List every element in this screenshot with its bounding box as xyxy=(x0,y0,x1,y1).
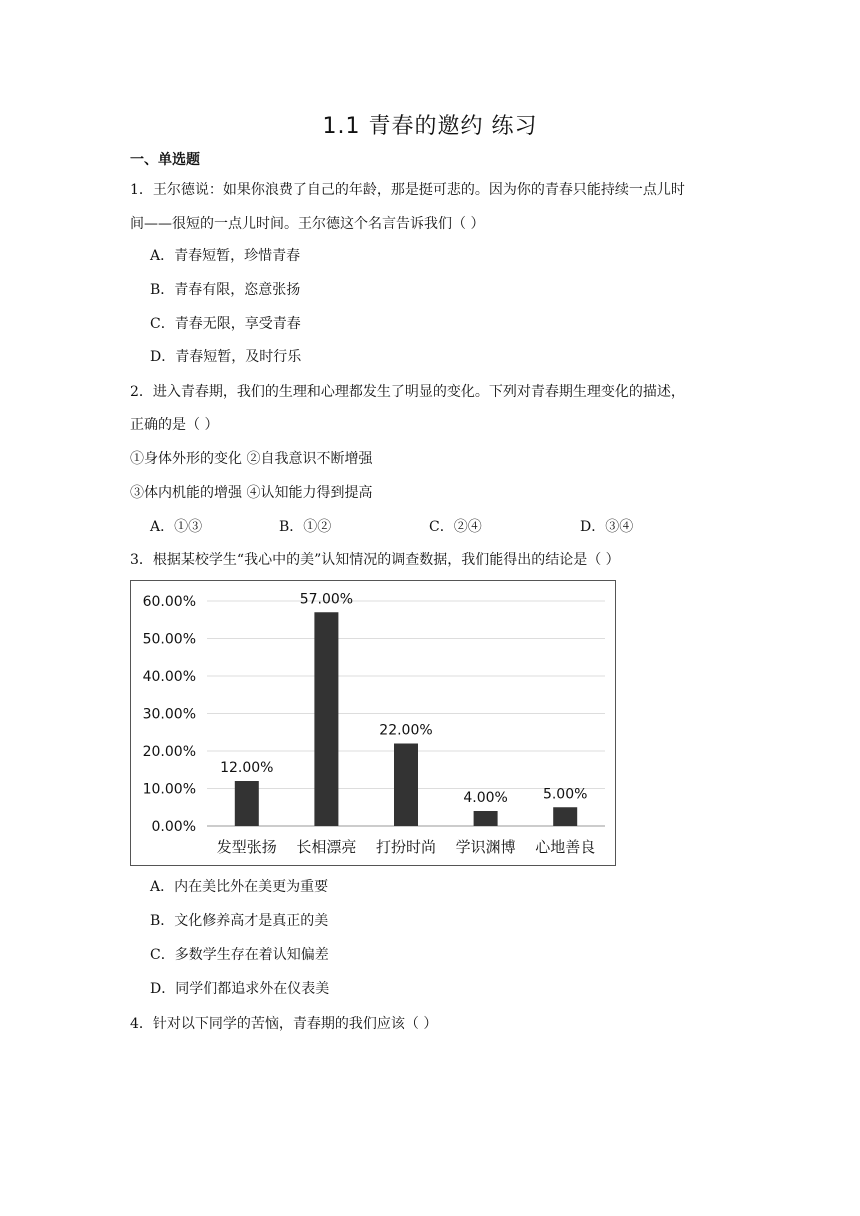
question-2-option-b[interactable]: B．①② xyxy=(279,519,332,535)
question-3-option-a[interactable]: A．内在美比外在美更为重要 xyxy=(150,879,329,895)
data-label: 57.00% xyxy=(299,591,354,608)
x-tick-label: 发型张扬 xyxy=(216,838,277,856)
question-2-text-line-2: 正确的是（ ） xyxy=(130,417,219,433)
question-4-text-line-1: 4．针对以下同学的苦恼，青春期的我们应该（ ） xyxy=(130,1016,438,1032)
y-tick-label: 0.00% xyxy=(151,819,196,835)
question-1-option-a[interactable]: A．青春短暂，珍惜青春 xyxy=(150,248,301,264)
y-tick-label: 50.00% xyxy=(142,631,196,648)
question-3-text-line-1: 3．根据某校学生“我心中的美”认知情况的调查数据，我们能得出的结论是（ ） xyxy=(130,552,620,568)
bar-chart-svg xyxy=(131,581,615,865)
bar xyxy=(474,811,498,826)
question-1-text-line-2: 间——很短的一点儿时间。王尔德这个名言告诉我们（ ） xyxy=(130,216,485,232)
question-2-option-d[interactable]: D．③④ xyxy=(580,519,634,535)
data-label: 4.00% xyxy=(463,790,508,806)
survey-bar-chart xyxy=(130,580,616,866)
question-2-items-line-1: ①身体外形的变化 ②自我意识不断增强 xyxy=(130,451,373,467)
question-3-option-d[interactable]: D．同学们都追求外在仪表美 xyxy=(150,981,330,997)
y-tick-label: 20.00% xyxy=(142,744,196,760)
question-3-option-b[interactable]: B．文化修养高才是真正的美 xyxy=(150,913,329,929)
question-2-option-a[interactable]: A．①③ xyxy=(150,519,203,535)
data-label: 12.00% xyxy=(220,760,274,776)
question-3-option-c[interactable]: C．多数学生存在着认知偏差 xyxy=(150,947,329,963)
y-tick-label: 10.00% xyxy=(142,781,196,798)
data-label: 5.00% xyxy=(542,786,588,803)
section-heading: 一、单选题 xyxy=(130,152,200,168)
x-tick-label: 学识渊博 xyxy=(455,838,516,856)
bar xyxy=(314,612,338,826)
bar xyxy=(553,807,577,826)
question-2-option-c[interactable]: C．②④ xyxy=(429,519,482,535)
x-tick-label: 长相漂亮 xyxy=(296,838,357,856)
data-label: 22.00% xyxy=(379,722,433,739)
page-title: 1.1 青春的邀约 练习 xyxy=(322,114,538,139)
question-1-option-d[interactable]: D．青春短暂，及时行乐 xyxy=(150,349,302,365)
question-2-items-line-2: ③体内机能的增强 ④认知能力得到提高 xyxy=(130,485,373,501)
y-tick-label: 40.00% xyxy=(142,669,196,685)
x-tick-label: 打扮时尚 xyxy=(375,838,437,856)
question-1-option-c[interactable]: C．青春无限，享受青春 xyxy=(150,316,301,332)
question-1-text-line-1: 1．王尔德说：如果你浪费了自己的年龄，那是挺可悲的。因为你的青春只能持续一点儿时 xyxy=(130,182,685,198)
question-1-option-b[interactable]: B．青春有限，恣意张扬 xyxy=(150,282,301,298)
x-tick-label: 心地善良 xyxy=(535,838,596,856)
bar xyxy=(235,781,259,826)
y-tick-label: 60.00% xyxy=(142,594,196,610)
bar xyxy=(394,744,418,827)
y-tick-label: 30.00% xyxy=(142,706,196,723)
question-2-text-line-1: 2．进入青春期，我们的生理和心理都发生了明显的变化。下列对青春期生理变化的描述， xyxy=(130,384,685,400)
